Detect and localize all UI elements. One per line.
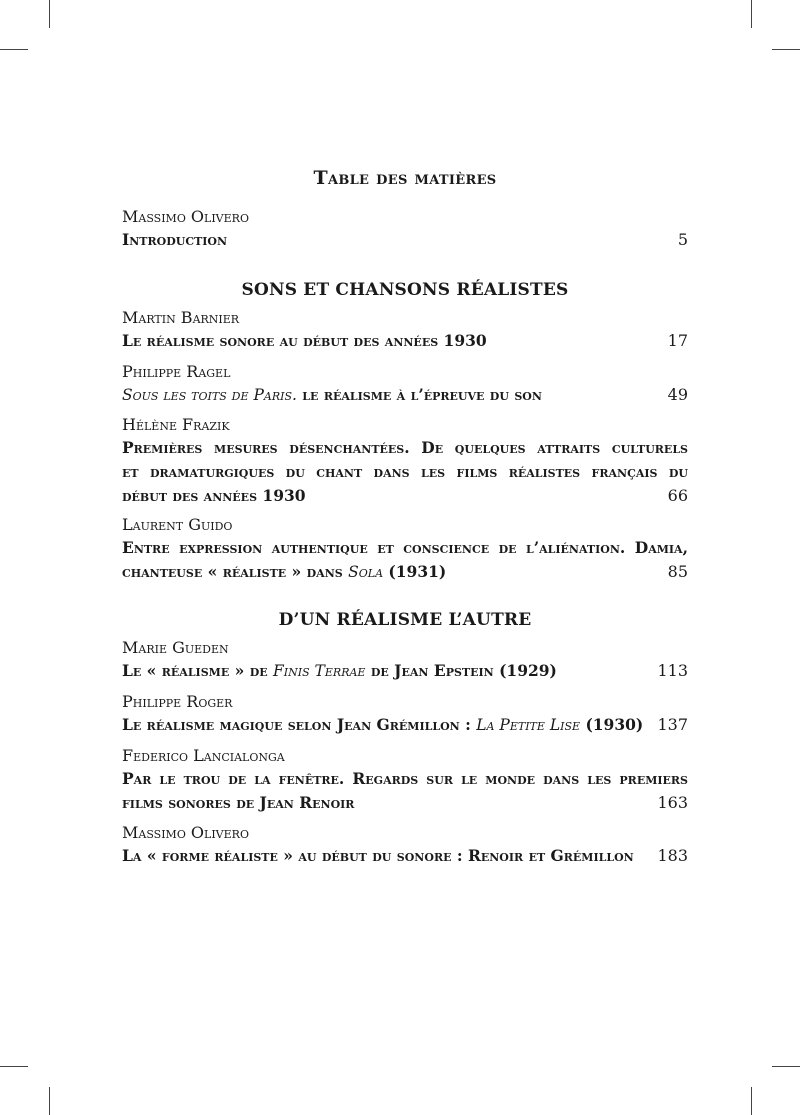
entry-title-italic: Finis Terrae	[273, 662, 366, 680]
toc-entry[interactable]	[122, 822, 688, 868]
entry-title-line: films sonores de Jean Renoir	[122, 793, 355, 812]
entry-page: 85	[667, 562, 688, 581]
toc-entry[interactable]	[122, 514, 688, 584]
section-heading-1: SONS ET CHANSONS RÉALISTES	[241, 280, 569, 300]
crop-mark-bottom-right	[751, 1087, 752, 1115]
toc-entry[interactable]	[122, 361, 688, 407]
entry-author: Massimo Olivero	[122, 823, 249, 842]
entry-author: Philippe Roger	[122, 692, 233, 711]
crop-mark-right-bottom	[772, 1066, 800, 1067]
entry-title-line: Entre expression authentique et conscience de l’aliénation. Damia,	[122, 538, 688, 557]
entry-title-italic: Sola	[348, 563, 384, 581]
entry-page: 5	[677, 230, 688, 249]
entry-title	[122, 659, 557, 683]
toc-entry[interactable]	[122, 691, 688, 737]
entry-author: Hélène Frazik	[122, 415, 230, 434]
entry-title-line	[122, 560, 446, 584]
crop-mark-bottom-left	[49, 1087, 50, 1115]
entry-title-italic: Sous les toits de Paris.	[122, 386, 297, 404]
entry-title: La « forme réaliste » au début du sonore : Renoir et Grémillon	[122, 846, 634, 865]
entry-page: 49	[667, 385, 688, 404]
entry-author: Marie Gueden	[122, 638, 229, 657]
entry-title-line: et dramaturgiques du chant dans les films réalistes français du	[122, 462, 688, 481]
entry-author: Philippe Ragel	[122, 362, 231, 381]
toc-entry[interactable]	[122, 745, 688, 815]
entry-title-before: Le réalisme magique selon Jean Grémillon :	[122, 715, 477, 734]
entry-page: 183	[657, 846, 688, 865]
entry-title	[122, 383, 542, 407]
entry-page: 137	[657, 715, 688, 734]
entry-title-italic: La Petite Lise	[476, 716, 581, 734]
entry-page: 163	[657, 793, 688, 812]
crop-mark-right-top	[772, 49, 800, 50]
entry-title: Introduction	[122, 230, 228, 249]
entry-title-after: (1930)	[580, 715, 644, 734]
entry-author: Massimo Olivero	[122, 207, 249, 226]
entry-title-line: Premières mesures désenchantées. De quelques attraits culturels	[122, 438, 688, 457]
toc-title: Table des matières	[313, 167, 497, 189]
entry-author: Federico Lancialonga	[122, 746, 285, 765]
entry-title	[122, 713, 643, 737]
entry-title-line: Par le trou de la fenêtre. Regards sur le monde dans les premiers	[122, 769, 688, 788]
toc-entry[interactable]	[122, 637, 688, 683]
crop-mark-left-top	[0, 49, 28, 50]
entry-title-rest: le réalisme à l’épreuve du son	[296, 385, 542, 404]
toc-entry[interactable]	[122, 414, 688, 508]
entry-author: Martin Barnier	[122, 308, 240, 327]
toc-entry[interactable]	[122, 307, 688, 353]
entry-page: 66	[667, 486, 688, 505]
entry-title-line: début des années 1930	[122, 486, 306, 505]
entry-title-after: (1931)	[383, 562, 447, 581]
crop-mark-top-left	[49, 0, 50, 28]
entry-title-before: Le « réalisme » de	[122, 661, 274, 680]
entry-title-after: de Jean Epstein (1929)	[365, 661, 557, 680]
section-heading-2: D’UN RÉALISME L’AUTRE	[278, 610, 532, 630]
entry-author: Laurent Guido	[122, 515, 233, 534]
entry-title-before: chanteuse « réaliste » dans	[122, 562, 349, 581]
toc-entry-intro[interactable]	[122, 206, 688, 252]
entry-page: 17	[667, 331, 688, 350]
crop-mark-top-right	[751, 0, 752, 28]
crop-mark-left-bottom	[0, 1066, 28, 1067]
entry-title: Le réalisme sonore au début des années 1930	[122, 331, 487, 350]
entry-page: 113	[657, 661, 688, 680]
